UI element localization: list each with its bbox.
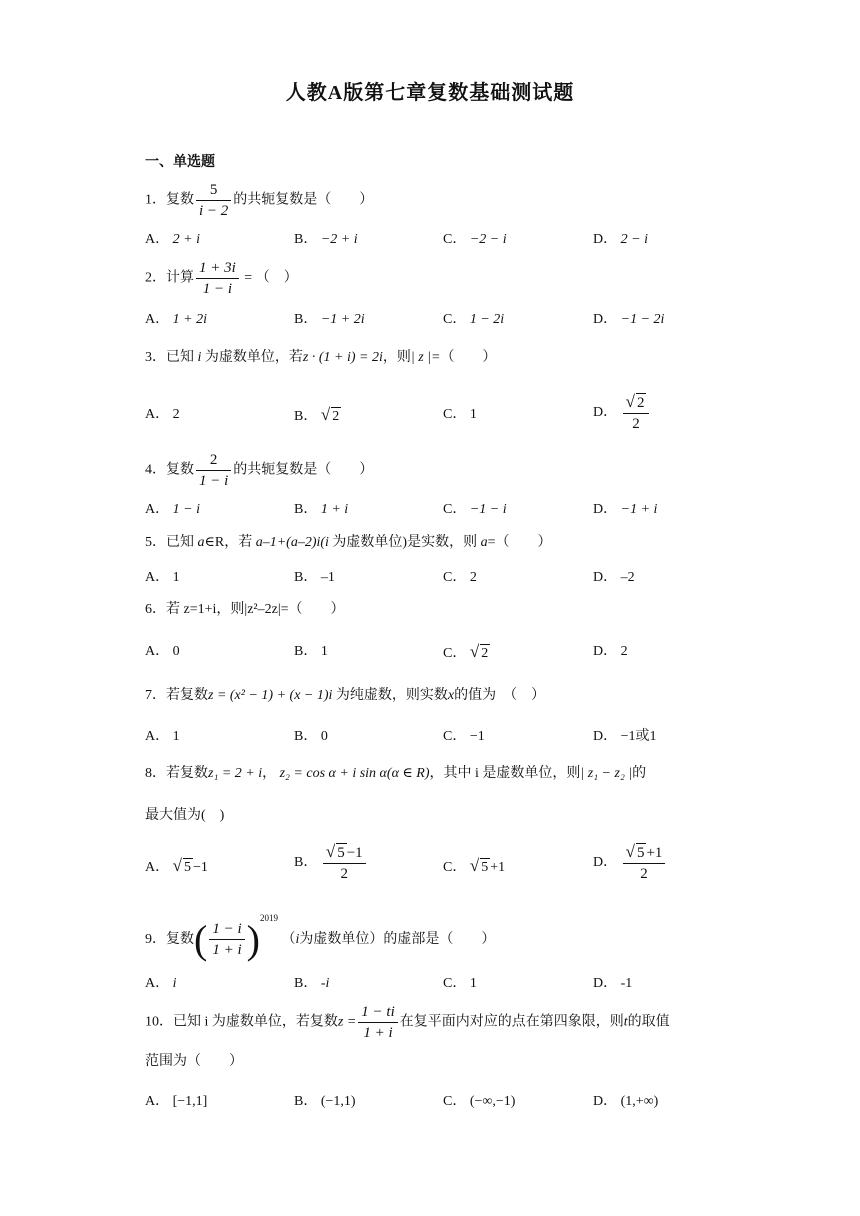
fraction: $\frac{1 - i}{1 + i}$ xyxy=(209,919,244,960)
option-7c[interactable]: C． −1 xyxy=(443,729,485,744)
page-title: 人教A版第七章复数基础测试题 xyxy=(285,82,575,104)
option-2a[interactable]: A． 1 + 2i xyxy=(145,312,207,327)
option-7a[interactable]: A． 1 xyxy=(145,729,180,744)
section-heading: 一、单选题 xyxy=(145,155,215,170)
fraction: $\frac{1 - ti}{1 + i}$ xyxy=(358,1002,397,1043)
question-2: 2．计算 $\frac{1 + 3i}{1 - i}$ = （ ） xyxy=(145,260,298,297)
option-4d[interactable]: D． −1 + i xyxy=(593,502,658,517)
option-1a[interactable]: A． 2 + i xyxy=(145,232,200,247)
question-8: 8．若复数z₁ = 2 + i， z₂ = cos α + i sin α(α ∈ R)，其中 i 是虚数单位，则| z₁ − z₂ |的 xyxy=(145,766,647,781)
option-1d[interactable]: D． 2 − i xyxy=(593,232,648,247)
option-10a[interactable]: A． [−1,1] xyxy=(145,1094,208,1109)
question-10-line2: 范围为（ ） xyxy=(145,1054,243,1069)
option-10b[interactable]: B． (−1,1) xyxy=(294,1094,356,1109)
option-5a[interactable]: A． 1 xyxy=(145,570,180,585)
option-5b[interactable]: B． –1 xyxy=(294,570,335,585)
question-6: 6．若 z=1+i，则|z²–2z|=（ ） xyxy=(145,602,345,617)
option-6d[interactable]: D． 2 xyxy=(593,644,628,659)
option-4c[interactable]: C． −1 − i xyxy=(443,502,507,517)
option-6a[interactable]: A． 0 xyxy=(145,644,180,659)
option-2d[interactable]: D． −1 − 2i xyxy=(593,312,665,327)
question-3: 3．已知 i 为虚数单位，若z · (1 + i) = 2i，则| z |=（ ） xyxy=(145,350,497,365)
option-8b[interactable]: B． $\frac{√ 5 -1}{2}$ xyxy=(294,842,368,884)
option-4a[interactable]: A． 1 − i xyxy=(145,502,200,517)
option-7d[interactable]: D． −1或1 xyxy=(593,729,657,744)
option-8d[interactable]: D． $\frac{√ 5 +1}{2}$ xyxy=(593,842,667,884)
option-6c[interactable]: C． √ 2 xyxy=(443,642,489,661)
option-3c[interactable]: C． 1 xyxy=(443,407,477,422)
question-9: 9．复数( $\frac{1 - i}{1 + i}$ )$^{2019}$ （i为虚数单位）的虚部是（ ） xyxy=(145,913,496,962)
option-2c[interactable]: C． 1 − 2i xyxy=(443,312,505,327)
option-9c[interactable]: C． 1 xyxy=(443,976,477,991)
option-9b[interactable]: B． -i xyxy=(294,976,330,991)
option-3a[interactable]: A． 2 xyxy=(145,407,180,422)
question-5: 5．已知 a∈R，若 a–1+(a–2)i(i 为虚数单位)是实数，则 a=（ ） xyxy=(145,535,552,550)
question-1: 1．复数 $\frac{5}{i - 2}$ 的共轭复数是（ ） xyxy=(145,182,374,219)
question-4: 4．复数 $\frac{2}{1 - i}$ 的共轭复数是（ ） xyxy=(145,452,374,489)
option-10c[interactable]: C． (−∞,−1) xyxy=(443,1094,516,1109)
question-8-line2: 最大值为( ) xyxy=(145,808,225,823)
option-2b[interactable]: B． −1 + 2i xyxy=(294,312,365,327)
option-3b[interactable]: B． √ 2 xyxy=(294,405,340,424)
option-10d[interactable]: D． (1,+∞) xyxy=(593,1094,659,1109)
option-9a[interactable]: A． i xyxy=(145,976,177,991)
question-10: 10．已知 i 为虚数单位，若复数z = $\frac{1 - ti}{1 + i}$ 在复平面内对应的点在第四象限，则t的取值 xyxy=(145,1004,670,1041)
option-4b[interactable]: B． 1 + i xyxy=(294,502,349,517)
option-3d[interactable]: D． $\frac{√ 2}{2}$ xyxy=(593,392,651,434)
option-6b[interactable]: B． 1 xyxy=(294,644,328,659)
option-9d[interactable]: D． -1 xyxy=(593,976,633,991)
fraction: $\frac{2}{1 - i}$ xyxy=(196,450,231,491)
option-5d[interactable]: D． –2 xyxy=(593,570,635,585)
option-7b[interactable]: B． 0 xyxy=(294,729,328,744)
fraction: $\frac{1 + 3i}{1 - i}$ xyxy=(196,258,239,299)
question-7: 7．若复数z = (x² − 1) + (x − 1)i 为纯虚数，则实数x的值为 （ ） xyxy=(145,688,546,703)
option-1c[interactable]: C． −2 − i xyxy=(443,232,507,247)
fraction: $\frac{5}{i - 2}$ xyxy=(196,180,231,221)
option-8c[interactable]: C． √ 5 +1 xyxy=(443,856,506,875)
option-1b[interactable]: B． −2 + i xyxy=(294,232,358,247)
option-8a[interactable]: A． √ 5 −1 xyxy=(145,856,208,875)
option-5c[interactable]: C． 2 xyxy=(443,570,477,585)
